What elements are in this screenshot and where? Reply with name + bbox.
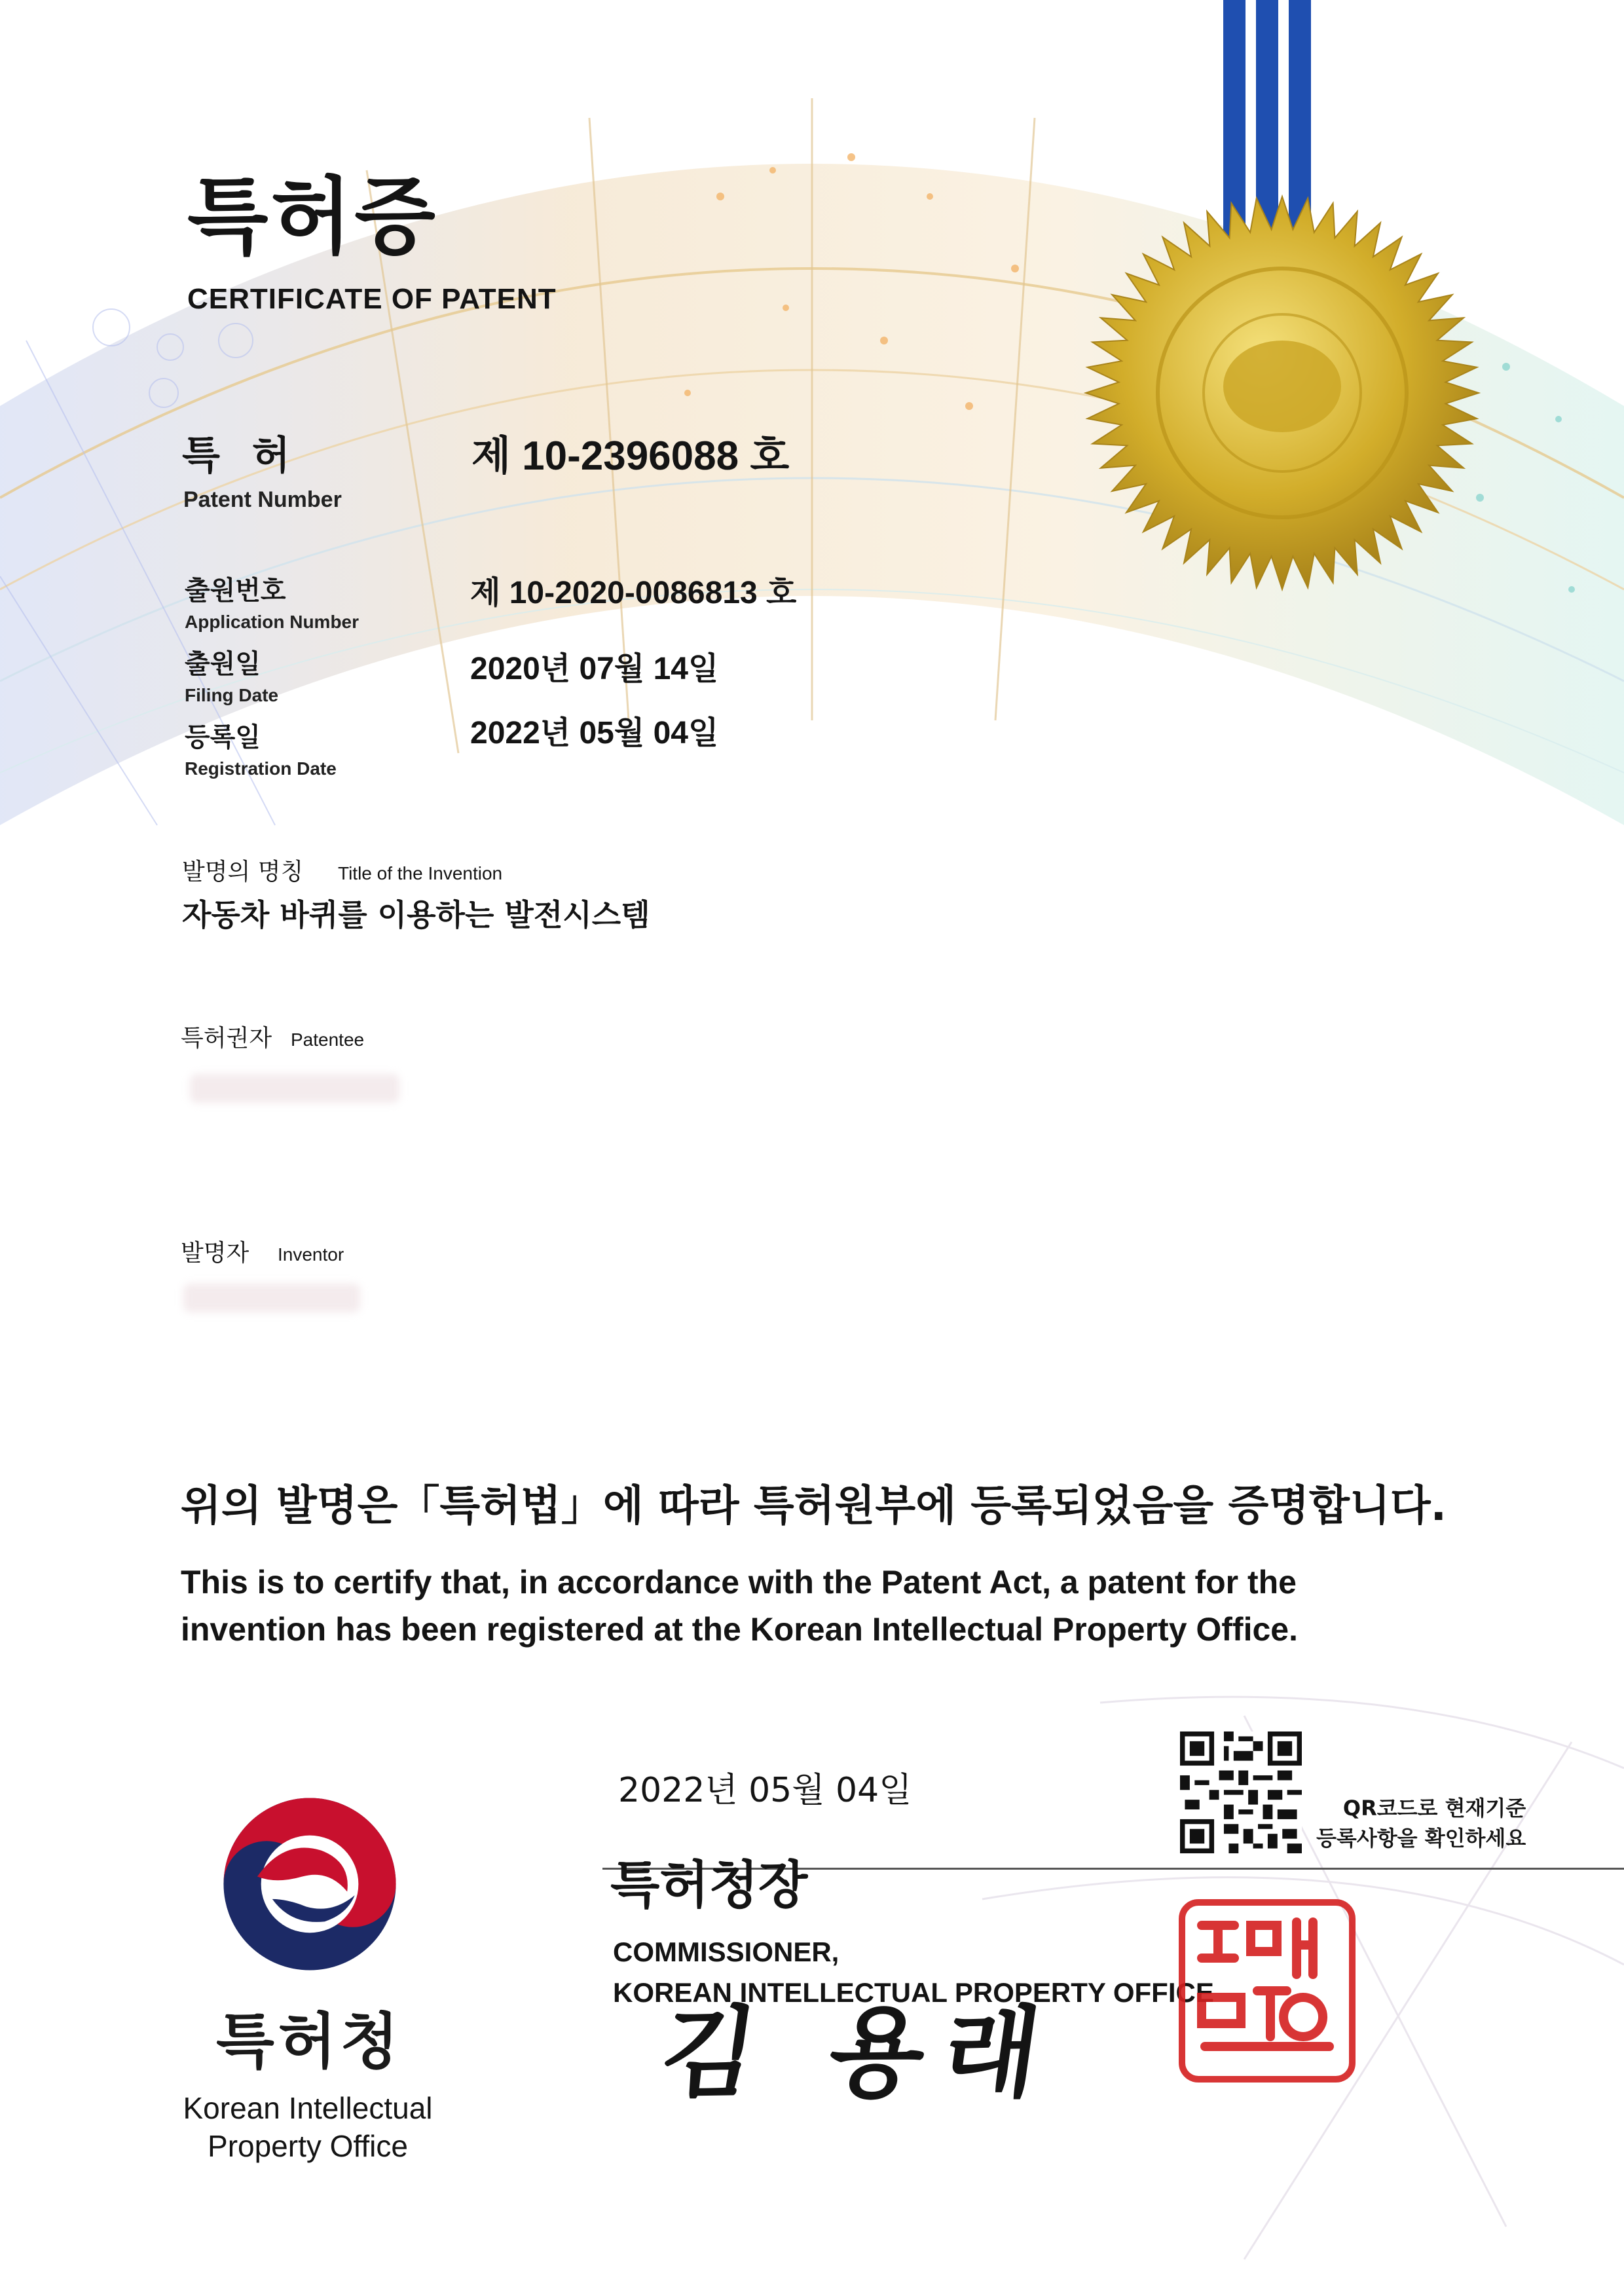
registration-date-label-en: Registration Date <box>185 758 337 779</box>
patent-number-value: 제 10-2396088 호 <box>471 434 790 479</box>
commissioner-title-en-line1: COMMISSIONER, <box>613 1936 840 1967</box>
inventor-label-ko: 발명자 <box>181 1240 249 1267</box>
patent-number-label-ko: 특 허 <box>182 433 299 479</box>
certificate-subtitle: CERTIFICATE OF PATENT <box>187 283 557 315</box>
red-official-stamp <box>1179 1899 1356 2083</box>
patentee-label-ko: 특허권자 <box>181 1025 272 1052</box>
commissioner-title-en-line2: KOREAN INTELLECTUAL PROPERTY OFFICE <box>613 1977 1214 2008</box>
patentee-label-en: Patentee <box>291 1029 365 1050</box>
kipo-name-en-line2: Property Office <box>208 2129 408 2163</box>
commissioner-title-ko: 특허청장 <box>610 1856 808 1915</box>
patent-number-label-en: Patent Number <box>183 487 342 512</box>
invention-title-value: 자동차 바퀴를 이용하는 발전시스템 <box>182 897 650 933</box>
kipo-taegeuk-logo-icon <box>216 1790 403 1978</box>
qr-instruction-line2: 등록사항을 확인하세요 <box>1316 1826 1526 1851</box>
qr-instruction <box>1316 1793 1526 1853</box>
filing-date-value: 2020년 07월 14일 <box>470 652 719 686</box>
kipo-name-ko: 특허청 <box>216 2007 403 2077</box>
application-number-label-en: Application Number <box>185 612 360 632</box>
application-number-label-ko: 출원번호 <box>185 576 286 606</box>
application-number-value: 제 10-2020-0086813 호 <box>470 576 797 610</box>
kipo-name-en <box>164 2089 452 2165</box>
qr-code[interactable] <box>1180 1731 1302 1853</box>
commissioner-signature: 김 용래 <box>653 1995 1067 2111</box>
stamp-seal-icon <box>1185 1906 1349 2076</box>
inventor-label-en: Inventor <box>278 1244 344 1265</box>
inventor-redacted <box>183 1284 360 1312</box>
registration-date-value: 2022년 05월 04일 <box>470 716 719 750</box>
registration-date-label-ko: 등록일 <box>185 722 261 752</box>
kipo-name-en-line1: Korean Intellectual <box>183 2091 433 2125</box>
filing-date-label-en: Filing Date <box>185 685 279 705</box>
invention-title-label-en: Title of the Invention <box>338 863 503 883</box>
certification-text-en: This is to certify that, in accordance with the Patent Act, a patent for the invention has been registered at the Korean Intellectual Property Office. <box>181 1564 1298 1648</box>
certificate-title: 특허증 <box>187 168 438 266</box>
filing-date-label-ko: 출원일 <box>185 649 261 679</box>
qr-instruction-line1: QR코드로 현재기준 <box>1342 1796 1526 1821</box>
invention-title-label-ko: 발명의 명칭 <box>182 859 304 885</box>
certification-text-ko: 위의 발명은「특허법」에 따라 특허원부에 등록되었음을 증명합니다. <box>181 1482 1447 1530</box>
issue-date: 2022년 05월 04일 <box>618 1771 912 1810</box>
patentee-redacted <box>190 1074 399 1103</box>
